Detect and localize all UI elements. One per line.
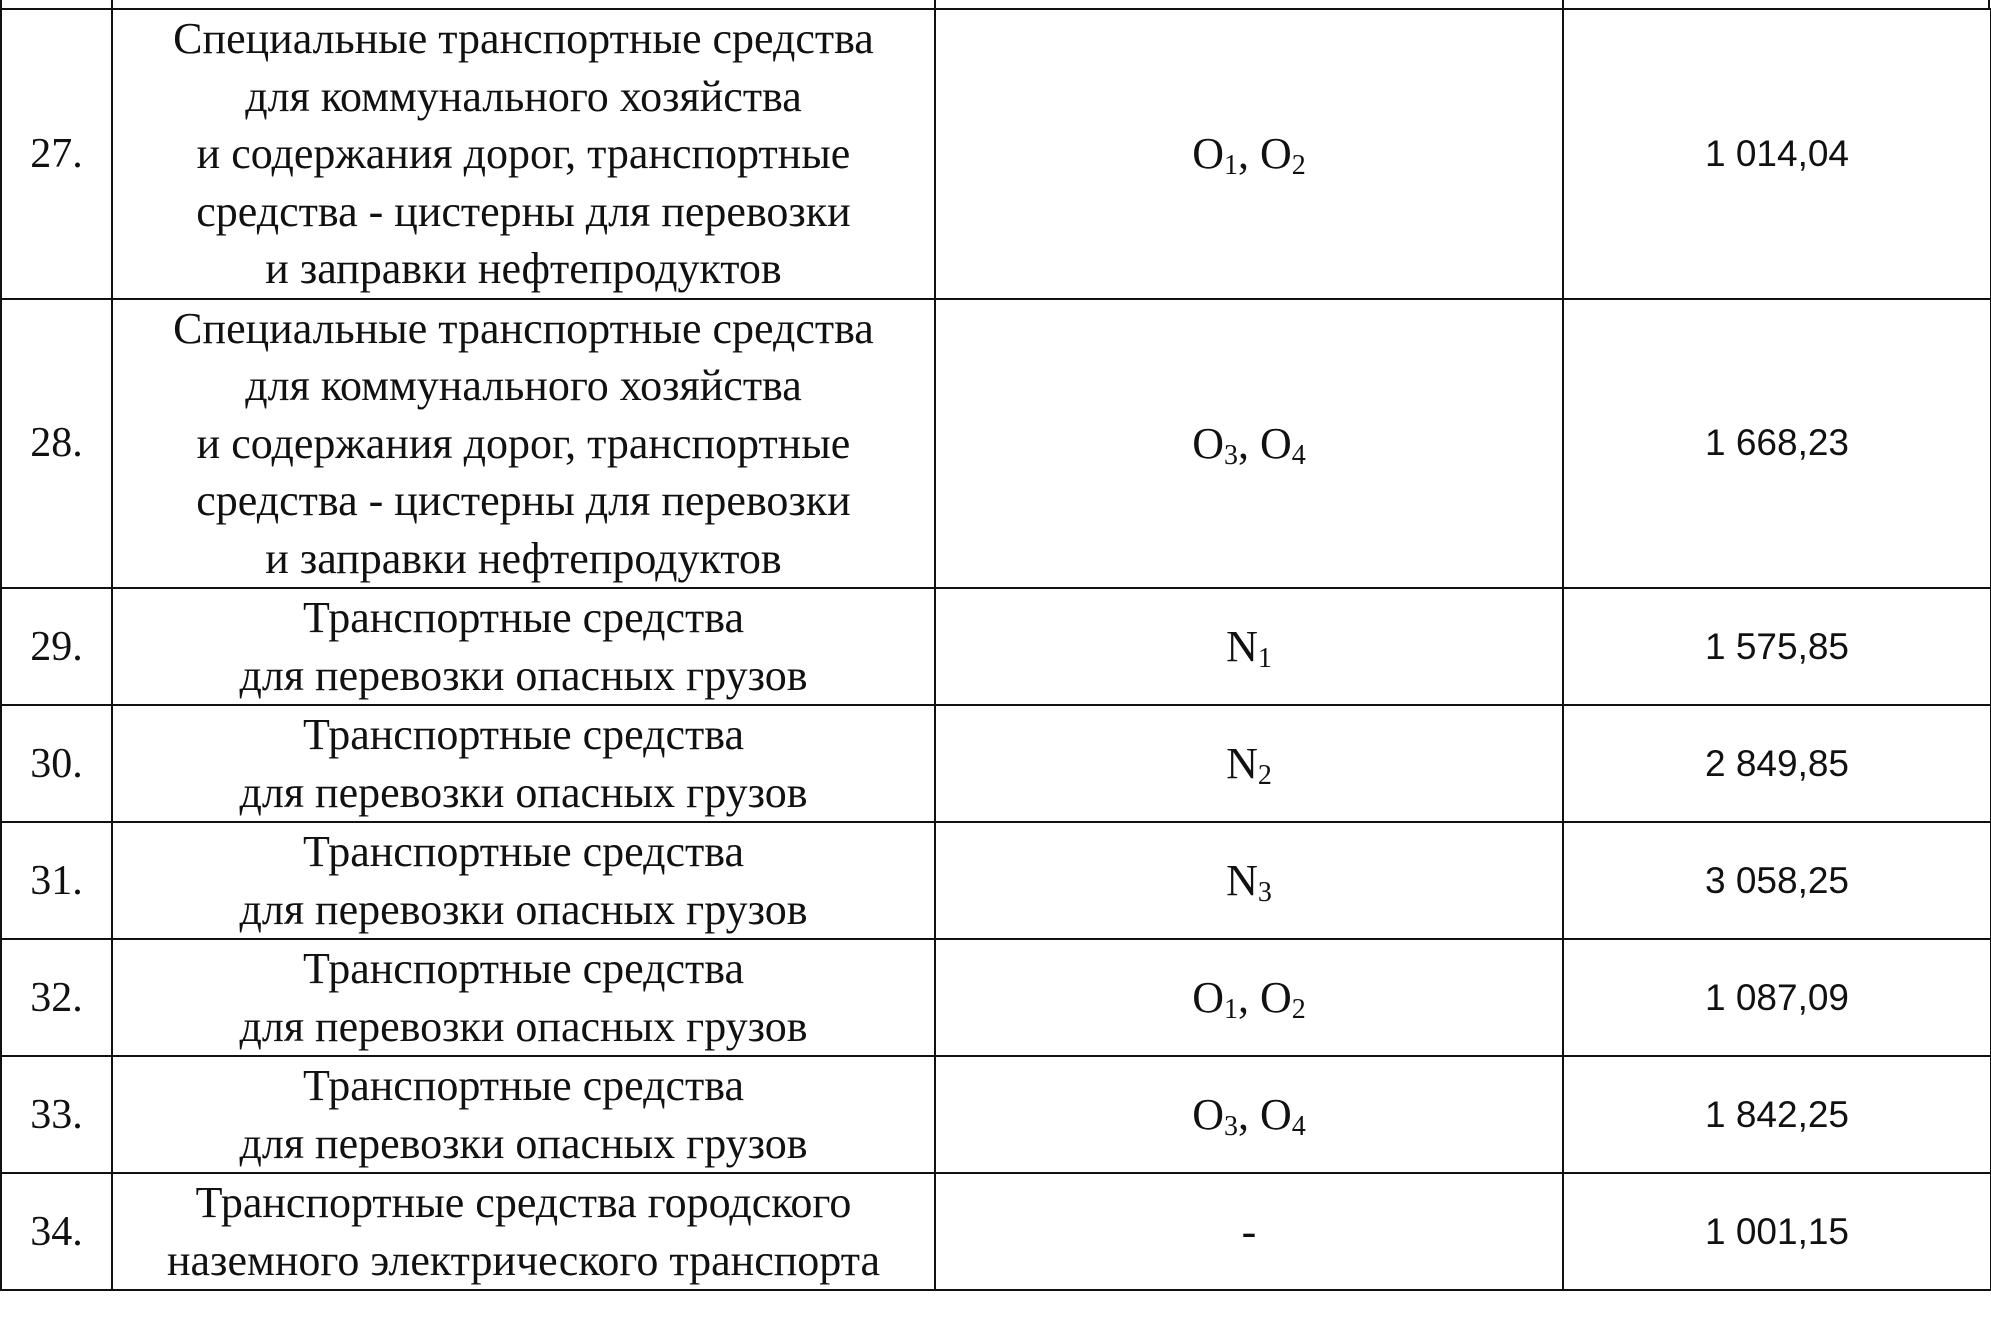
vehicle-type-line: средства - цистерны для перевозки [196, 186, 851, 236]
vehicle-type-line: для перевозки опасных грузов [239, 884, 808, 934]
row-number: 28. [1, 299, 112, 589]
row-number: 30. [1, 705, 112, 822]
vehicle-type [112, 588, 935, 705]
vehicle-type-line: для коммунального хозяйства [245, 361, 802, 410]
vehicle-type-line: и заправки нефтепродуктов [265, 533, 782, 583]
vehicle-category: $N_2$ [935, 705, 1563, 822]
vehicle-type-line: для коммунального хозяйства [245, 71, 802, 121]
vehicle-type-line: для перевозки опасных грузов [239, 1118, 808, 1168]
tariff-value: 1 014,04 [1563, 9, 1991, 299]
table-row [1, 588, 1991, 705]
tariff-value: 3 058,25 [1563, 822, 1991, 939]
table-row [1, 705, 1991, 822]
vehicle-type-line: Транспортные средства [303, 1061, 744, 1110]
vehicle-type [112, 299, 935, 589]
table-row [1, 299, 1991, 589]
row-number: 31. [1, 822, 112, 939]
vehicle-type-line: Транспортные средства [303, 593, 744, 642]
vehicle-type-line: и содержания дорог, транспортные [196, 418, 851, 468]
table-row [1, 9, 1991, 299]
vehicle-type-line: для перевозки опасных грузов [239, 1001, 808, 1051]
vehicle-type [112, 9, 935, 299]
vehicle-type [112, 822, 935, 939]
row-number: 33. [1, 1056, 112, 1173]
vehicle-type [112, 1173, 935, 1290]
row-number: 29. [1, 588, 112, 705]
vehicle-type [112, 939, 935, 1056]
tariff-value: 1 001,15 [1563, 1173, 1991, 1290]
vehicle-type-line: и содержания дорог, транспортные [196, 129, 851, 178]
vehicle-category: $O_1$, $O_2$ [935, 9, 1563, 299]
table-row [1, 822, 1991, 939]
table-row [1, 1056, 1991, 1173]
vehicle-type-line: для перевозки опасных грузов [239, 650, 808, 700]
vehicle-category: - [935, 1173, 1563, 1290]
vehicle-category: $N_3$ [935, 822, 1563, 939]
vehicle-type-line: и заправки нефтепродуктов [265, 244, 782, 293]
row-number: 27. [1, 9, 112, 299]
tariff-value: 1 087,09 [1563, 939, 1991, 1056]
vehicle-type-line: Транспортные средства [303, 827, 744, 876]
vehicle-type-line: Транспортные средства городского [195, 1178, 852, 1227]
vehicle-category: $N_1$ [935, 588, 1563, 705]
vehicle-type-line: Транспортные средства [303, 944, 744, 993]
tariff-value: 1 842,25 [1563, 1056, 1991, 1173]
vehicle-category: $O_1$, $O_2$ [935, 939, 1563, 1056]
vehicle-type-line: Специальные транспортные средства [173, 14, 874, 63]
vehicle-type-line: Транспортные средства [303, 710, 744, 759]
row-number: 34. [1, 1173, 112, 1290]
vehicle-category: $O_3$, $O_4$ [935, 299, 1563, 589]
vehicle-type-line: для перевозки опасных грузов [239, 767, 808, 817]
vehicle-type-line: средства - цистерны для перевозки [196, 476, 851, 525]
tariff-value: 1 575,85 [1563, 588, 1991, 705]
table-row [1, 939, 1991, 1056]
vehicle-type [112, 1056, 935, 1173]
tariff-value: 1 668,23 [1563, 299, 1991, 589]
vehicle-type-line: наземного электрического транспорта [166, 1235, 881, 1285]
tariff-table [0, 8, 1991, 1291]
vehicle-type-line: Специальные транспортные средства [173, 303, 874, 353]
previous-row-stub [0, 0, 1990, 8]
table-row [1, 1173, 1991, 1290]
vehicle-category: $O_3$, $O_4$ [935, 1056, 1563, 1173]
tariff-value: 2 849,85 [1563, 705, 1991, 822]
row-number: 32. [1, 939, 112, 1056]
vehicle-type [112, 705, 935, 822]
